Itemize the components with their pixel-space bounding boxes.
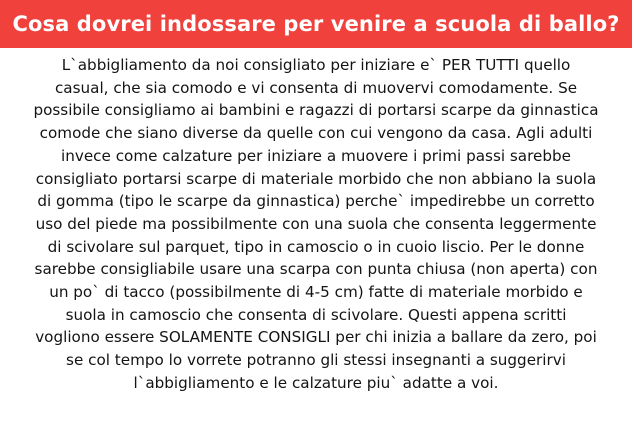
paragraph-line: possibile consigliamo ai bambini e ragazzi di portarsi scarpe da ginnastica <box>33 101 599 120</box>
page-title: Cosa dovrei indossare per venire a scuola di ballo? <box>12 12 620 36</box>
body-paragraph <box>8 54 624 395</box>
paragraph-line: sarebbe consigliabile usare una scarpa con punta chiusa (non aperta) con <box>34 260 598 279</box>
paragraph-line: casual, che sia comodo e vi consenta di muovervi comodamente. Se <box>54 78 578 97</box>
paragraph-line: comode che siano diverse da quelle con cui vengono da casa. Agli adulti <box>39 124 593 143</box>
paragraph-line: invece come calzature per iniziare a muovere i primi passi sarebbe <box>61 146 571 165</box>
paragraph-line: uso del piede ma possibilmente con una suola che consenta leggermente <box>35 214 597 233</box>
paragraph-line: suola in camoscio che consenta di scivolare. Questi appena scritti <box>65 305 567 324</box>
paragraph-line: l`abbigliamento e le calzature piu` adatte a voi. <box>133 373 499 392</box>
paragraph-line: se col tempo lo vorrete potranno gli stessi insegnanti a suggerirvi <box>66 351 566 370</box>
title-banner <box>0 0 632 48</box>
paragraph-line: di scivolare sul parquet, tipo in camoscio o in cuoio liscio. Per le donne <box>47 237 585 256</box>
paragraph-line: di gomma (tipo le scarpe da ginnastica) perche` impedirebbe un corretto <box>37 192 595 211</box>
paragraph-line: un po` di tacco (possibilmente di 4-5 cm) fatte di materiale morbido e <box>49 283 583 302</box>
paragraph-line: consigliato portarsi scarpe di materiale morbido che non abbiano la suola <box>35 169 597 188</box>
paragraph-line: L`abbigliamento da noi consigliato per iniziare e` PER TUTTI quello <box>61 56 571 74</box>
paragraph-line: vogliono essere SOLAMENTE CONSIGLI per chi inizia a ballare da zero, poi <box>35 328 597 347</box>
